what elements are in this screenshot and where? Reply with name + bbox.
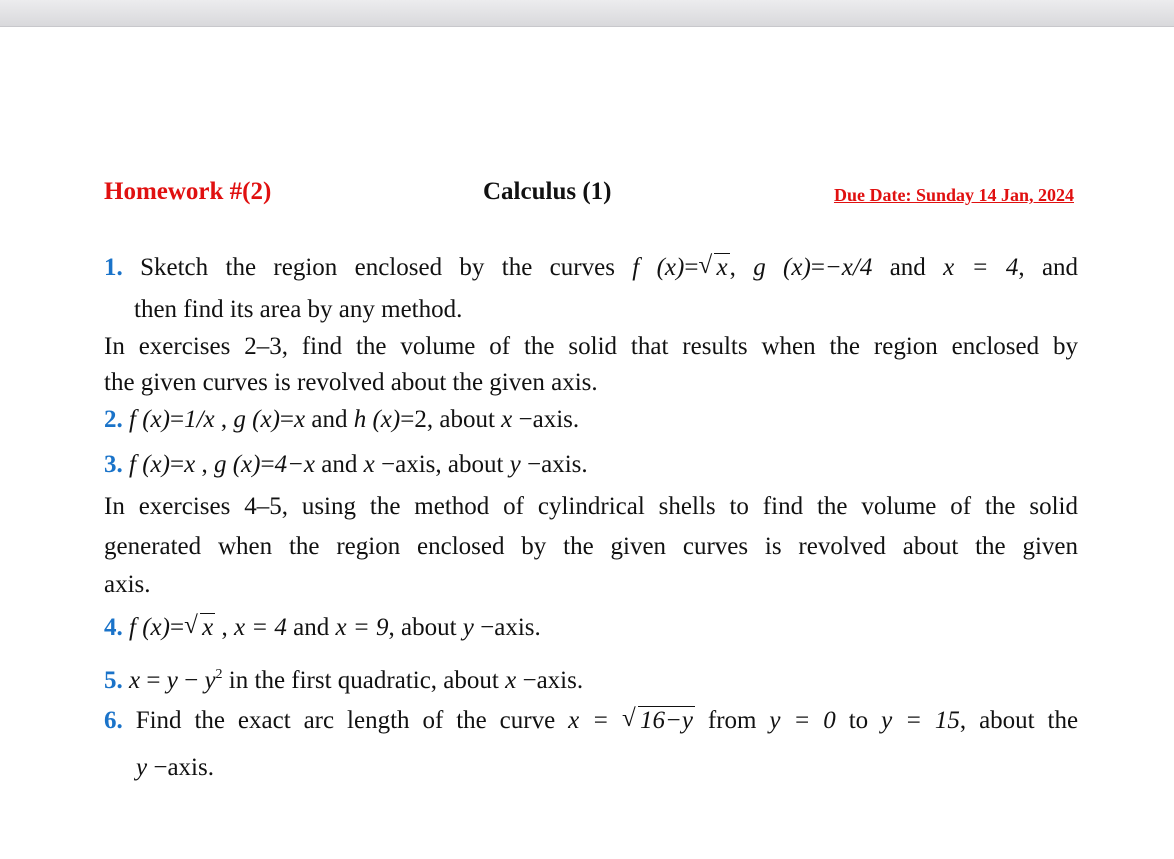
problem-1-text: Sketch the region enclosed by the curves <box>140 254 615 281</box>
due-date: Due Date: Sunday 14 Jan, 2024 <box>833 185 1074 205</box>
problem-6-y0: y = 0 <box>769 707 836 734</box>
intro-1-line-1: In exercises 2–3, find the volume of the solid that results when the region enclosed by <box>104 333 1078 360</box>
problem-2-about: , about <box>426 406 495 433</box>
problem-1-f-expression: f (x)=√ x, g (x)=−x/4 <box>632 254 872 281</box>
problem-5-text: in the first quadratic, about <box>228 667 499 694</box>
problem-6-from: from <box>707 707 757 734</box>
problem-2-h-expression: h (x)=2 <box>353 406 427 433</box>
problem-4-number: 4. <box>104 614 123 641</box>
course-title: Calculus (1) <box>483 178 612 205</box>
window-top-bar <box>0 0 1174 27</box>
problem-6-axis: y <box>136 754 148 781</box>
problem-4-expression: f (x)=√ x , x = 4 <box>129 614 287 641</box>
problem-4-x2: x = 9 <box>335 614 389 641</box>
intro-2-line-1: In exercises 4–5, using the method of cylindrical shells to find the volume of the solid <box>104 493 1078 520</box>
problem-2-number: 2. <box>104 406 123 433</box>
problem-1-tail: , and <box>1018 254 1079 281</box>
problem-4 <box>104 613 1078 643</box>
problem-1-x-equals: x = 4 <box>943 254 1019 281</box>
problem-1-line-2: then find its area by any method. <box>134 296 463 323</box>
problem-5-axis-tail: −axis. <box>522 667 584 694</box>
problem-1-line-1 <box>104 253 1078 283</box>
problem-6-line-2 <box>136 753 1110 783</box>
problem-3-axis-tail-2: −axis. <box>527 451 588 478</box>
problem-2-axis: x <box>501 406 513 433</box>
problem-6-to: to <box>848 707 869 734</box>
homework-title: Homework #(2) <box>104 178 272 205</box>
problem-6-axis-tail: −axis. <box>153 754 214 781</box>
problem-3-and: and <box>321 451 358 478</box>
problem-2 <box>104 405 1078 435</box>
problem-2-axis-tail: −axis. <box>518 406 580 433</box>
problem-3-x-axis: x <box>363 451 375 478</box>
problem-2-and: and <box>311 406 348 433</box>
problem-3-expression: f (x)=x , g (x)=4−x <box>129 451 316 478</box>
document-header <box>104 178 1074 212</box>
problem-1-and: and <box>889 254 926 281</box>
problem-6-line-1 <box>104 706 1078 736</box>
problem-6-about: , about the <box>959 707 1079 734</box>
intro-1-line-2: the given curves is revolved about the given axis. <box>104 369 598 396</box>
problem-6-y15: y = 15 <box>881 707 960 734</box>
problem-5-axis: x <box>505 667 517 694</box>
problem-6-expression: x = √ 16−y <box>568 707 695 734</box>
problem-4-axis: y <box>462 614 474 641</box>
intro-2-line-2: generated when the region enclosed by the given curves is revolved about the given <box>104 533 1078 560</box>
problem-6-text: Find the exact arc length of the curve <box>135 707 556 734</box>
problem-5-expression: $x = y - y^2$ <box>129 667 223 694</box>
problem-3-number: 3. <box>104 451 123 478</box>
problem-1-number: 1. <box>104 254 123 281</box>
problem-4-and: and <box>293 614 330 641</box>
problem-3-axis-tail: −axis, about <box>381 451 504 478</box>
problem-4-axis-tail: −axis. <box>480 614 541 641</box>
problem-2-expression: f (x)=1/x , g (x)=x <box>129 406 306 433</box>
problem-5 <box>104 660 1078 696</box>
problem-5-number: 5. <box>104 667 123 694</box>
problem-6-number: 6. <box>104 707 123 734</box>
problem-3-y-axis: y <box>509 451 521 478</box>
intro-2-line-3: axis. <box>104 571 151 598</box>
problem-3 <box>104 450 1078 480</box>
problem-4-about: , about <box>388 614 457 641</box>
